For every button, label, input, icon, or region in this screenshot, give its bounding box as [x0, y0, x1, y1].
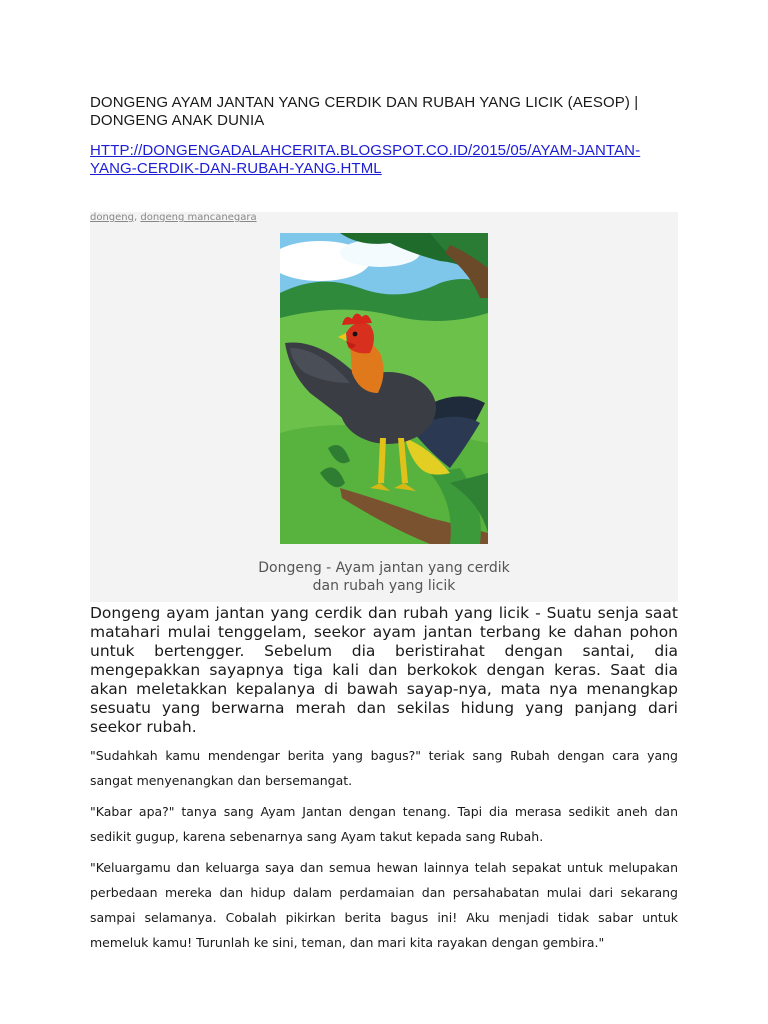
tag-separator: ,: [134, 212, 141, 223]
tag-link-dongeng-mancanegara[interactable]: dongeng mancanegara: [140, 212, 257, 223]
source-link[interactable]: HTTP://DONGENGADALAHCERITA.BLOGSPOT.CO.ID/2015/05/AYAM-JANTAN-YANG-CERDIK-DAN-RUBAH-YANG.HTML: [90, 142, 641, 177]
figure-caption: [90, 559, 678, 595]
document-page: [90, 94, 678, 955]
paragraph-1: "Sudahkah kamu mendengar berita yang bagus?" teriak sang Rubah dengan cara yang sangat menyenangkan dan bersemangat.: [90, 748, 678, 788]
caption-line-2: dan rubah yang licik: [312, 578, 456, 594]
paragraph-3: "Keluargamu dan keluarga saya dan semua hewan lainnya telah sepakat untuk melupakan perbedaan mereka dan hidup dalam perdamaian dan persahabatan mulai dari sekarang sampai selamanya. Cobalah pikirkan berita bagus ini! Aku menjadi tidak sabar untuk memeluk kamu! Turunlah ke sini, teman, dan mari kita rayakan dengan gembira.": [90, 860, 678, 950]
tag-link-dongeng[interactable]: dongeng: [90, 212, 134, 223]
figure-panel: [90, 212, 678, 602]
document-title: DONGENG AYAM JANTAN YANG CERDIK DAN RUBAH YANG LICIK (AESOP) | DONGENG ANAK DUNIA: [90, 94, 639, 129]
rooster-illustration: [280, 233, 488, 544]
lead-paragraph: Dongeng ayam jantan yang cerdik dan rubah yang licik - Suatu senja saat matahari mulai tenggelam, seekor ayam jantan terbang ke dahan pohon untuk bertengger. Sebelum dia beristirahat dengan santai, dia mengepakkan sayapnya tiga kali dan berkokok dengan keras. Saat dia akan meletakkan kepalanya di bawah sayap-nya, mata nya menangkap sesuatu yang berwarna merah dan sekilas hidung yang panjang dari seekor rubah.: [90, 604, 678, 736]
paragraph-2: "Kabar apa?" tanya sang Ayam Jantan dengan tenang. Tapi dia merasa sedikit aneh dan sedikit gugup, karena sebenarnya sang Ayam takut kepada sang Rubah.: [90, 804, 678, 844]
tag-list: [90, 212, 257, 224]
caption-line-1: Dongeng - Ayam jantan yang cerdik: [258, 560, 510, 576]
